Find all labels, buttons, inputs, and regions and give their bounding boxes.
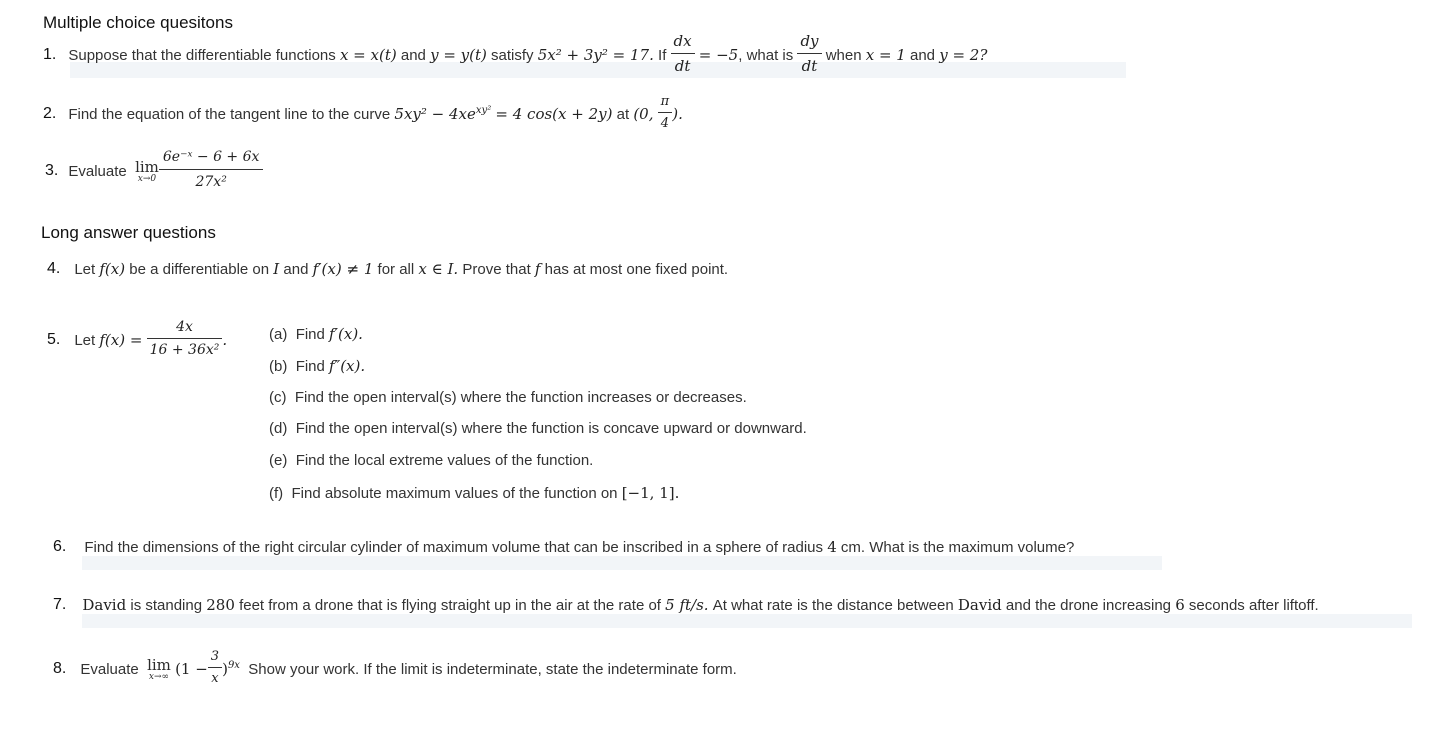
q5-part-b: [269, 357, 365, 375]
math-expr: [−1, 1].: [621, 484, 680, 502]
question-text: Find the equation of the tangent line to the curve: [68, 105, 391, 123]
question-4: [47, 259, 728, 279]
question-text: when: [825, 46, 862, 64]
q5-part-c: [269, 389, 747, 406]
math-expr: x = x(t): [339, 46, 397, 64]
part-label: (b): [269, 358, 288, 375]
part-text: Find the open interval(s) where the function is concave upward or downward.: [295, 420, 807, 437]
question-text: satisfy: [491, 46, 534, 64]
question-text: , what is: [738, 46, 794, 64]
math-expr: I: [273, 260, 280, 278]
question-number: 5.: [47, 331, 61, 348]
math-expr: (0,: [633, 105, 654, 123]
math-expr: 5 ft/s.: [665, 596, 709, 614]
question-6: [53, 537, 1074, 557]
question-text: and: [910, 46, 936, 64]
limit-fraction: 6e⁻ˣ − 6 + 6x 27x²: [159, 149, 264, 190]
question-number: 8.: [53, 660, 67, 677]
question-text: Evaluate: [68, 162, 127, 180]
question-number: 7.: [53, 596, 67, 613]
part-label: (f): [269, 485, 284, 502]
part-text: Find: [295, 358, 325, 375]
fraction-pi-4: π 4: [658, 94, 673, 131]
q5-part-a: [269, 325, 363, 343]
fraction-dx-dt: $\frac{dx}{dt}$: [671, 32, 695, 75]
math-expr: y = 2?: [939, 46, 988, 64]
math-expr: ).: [672, 105, 683, 123]
question-text: Show your work. If the limit is indeterminate, state the indeterminate form.: [248, 660, 737, 678]
question-text: feet from a drone that is flying straight up in the air at the rate of: [239, 596, 661, 614]
section-title-multiple-choice: Multiple choice quesitons: [43, 13, 233, 32]
question-5: [47, 315, 227, 365]
math-expr: x ∈ I.: [418, 260, 459, 278]
math-expr: f′(x) ≠ 1: [312, 260, 374, 278]
part-text: Find absolute maximum values of the function on: [291, 485, 618, 502]
question-number: 4.: [47, 260, 61, 277]
question-7: [53, 595, 1319, 615]
part-label: (e): [269, 452, 288, 469]
math-expr: f(x): [99, 260, 126, 278]
part-text: Find the open interval(s) where the function increases or decreases.: [294, 389, 747, 406]
math-expr: = −5: [698, 46, 739, 64]
question-text: Let: [74, 260, 96, 278]
part-text: Find the local extreme values of the function.: [295, 452, 594, 469]
question-number: 6.: [53, 538, 67, 555]
question-text: cm. What is the maximum volume?: [840, 538, 1075, 556]
math-expr: $5xy^2 - 4xe^{xy^2}$: [394, 105, 492, 123]
limit-operator: lim x→0: [135, 158, 159, 184]
fraction-dy-dt: dy dt: [797, 32, 821, 75]
math-expr: )$^{9x}$: [222, 660, 240, 678]
math-expr: f″(x).: [329, 357, 366, 375]
function-fraction: $\frac{4x}{\text{16 + 36x²}}$: [147, 319, 223, 358]
question-1: [43, 30, 987, 80]
question-text: Find the dimensions of the right circular cylinder of maximum volume that can be inscribed in a sphere of radius: [84, 538, 824, 556]
question-number: 1.: [43, 46, 57, 63]
question-text: Suppose that the differentiable functions: [68, 46, 336, 64]
question-text: If: [658, 46, 667, 64]
math-expr: 6: [1175, 596, 1185, 614]
math-expr: 4: [827, 538, 837, 556]
math-expr: .: [222, 331, 228, 349]
question-text: be a differentiable on: [129, 260, 270, 278]
part-text: Find: [295, 326, 325, 343]
question-3: [45, 146, 263, 196]
question-text: for all: [377, 260, 415, 278]
math-expr: f(x) =: [99, 331, 143, 349]
q5-part-f: [269, 484, 679, 502]
question-text: has at most one fixed point.: [544, 260, 729, 278]
math-expr: 5x² + 3y² = 17.: [537, 46, 654, 64]
math-expr: x = 1: [865, 46, 906, 64]
question-text: seconds after liftoff.: [1188, 596, 1319, 614]
question-8: [53, 645, 737, 693]
math-expr: y = y(t): [430, 46, 487, 64]
part-label: (a): [269, 326, 288, 343]
question-text: and the drone increasing: [1005, 596, 1172, 614]
part-label: (d): [269, 420, 288, 437]
question-text: is standing: [130, 596, 203, 614]
question-text: At what rate is the distance between: [712, 596, 954, 614]
q7-highlight: [82, 614, 1412, 628]
limit-operator: lim x→∞: [147, 656, 171, 682]
question-text: and: [283, 260, 309, 278]
math-expr: = 4 cos(x + 2y): [495, 105, 613, 123]
question-text: Evaluate: [80, 660, 139, 678]
section-title-long-answer: Long answer questions: [41, 223, 216, 242]
math-expr: f: [534, 260, 541, 278]
question-number: 2.: [43, 105, 57, 122]
math-expr: 280: [206, 596, 235, 614]
q5-part-d: [269, 420, 807, 437]
question-text: Let: [74, 331, 96, 349]
math-expr: David: [82, 596, 127, 614]
math-expr: f′(x).: [329, 325, 363, 343]
fraction-3-x: $\frac{3}{x}$: [208, 649, 222, 686]
math-expr: David: [957, 596, 1002, 614]
part-label: (c): [269, 389, 287, 406]
question-2: [43, 94, 683, 134]
math-expr: (1 −: [175, 660, 208, 678]
q5-part-e: [269, 452, 593, 469]
question-text: and: [400, 46, 426, 64]
q6-highlight: [82, 556, 1162, 570]
question-number: 3.: [45, 162, 59, 179]
question-text: Prove that: [462, 260, 531, 278]
question-text: at: [616, 105, 630, 123]
